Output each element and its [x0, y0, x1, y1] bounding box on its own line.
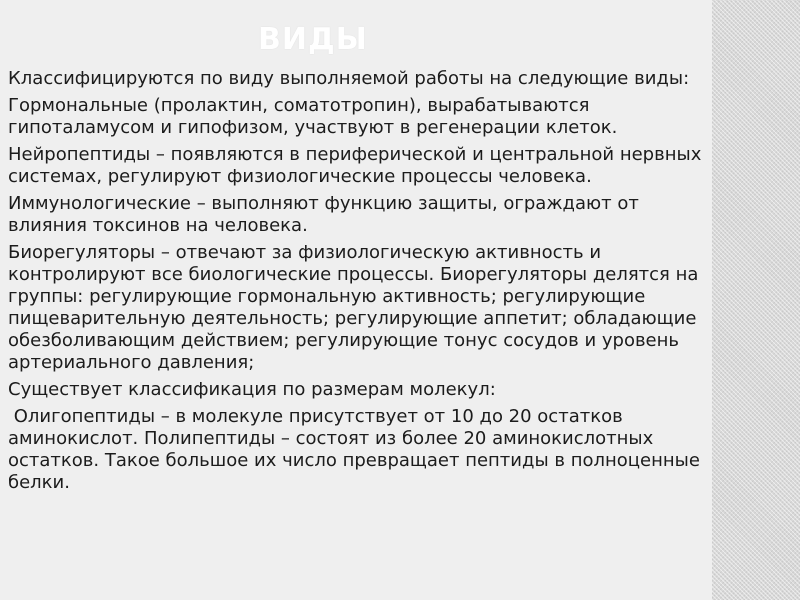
paragraph-size-classification: Существует классификация по размерам молекул:	[8, 379, 496, 400]
paragraph-oligopeptides: Олигопептиды – в молекуле присутствует от 10 до 20 остатков аминокислот. Полипептиды – состоят из более 20 аминокислотных остатков. Такое большое их число превращает пептиды в полноценные белки.	[8, 406, 706, 493]
paragraph-intro: Классифицируются по виду выполняемой работы на следующие виды:	[8, 68, 690, 89]
paragraph-immunological: Иммунологические – выполняют функцию защиты, ограждают от влияния токсинов на человека.	[8, 193, 639, 236]
slide-title: ВИДЫ	[258, 22, 368, 57]
slide-content	[8, 68, 708, 499]
paragraph-hormonal: Гормональные (пролактин, соматотропин), вырабатываются гипоталамусом и гипофизом, участвуют в регенерации клеток.	[8, 95, 618, 138]
decorative-side-band	[712, 0, 800, 600]
paragraph-bioregulators: Биорегуляторы – отвечают за физиологическую активность и контролируют все биологические процессы. Биорегуляторы делятся на группы: регулирующие гормональную активность; регулирующие пищеварительную деятельность; регулирующие аппетит; обладающие обезболивающим действием; регулирующие тонус сосудов и уровень артериального давления;	[8, 242, 699, 373]
paragraph-neuropeptides: Нейропептиды – появляются в периферической и центральной нервных системах, регулируют физиологические процессы человека.	[8, 144, 702, 187]
